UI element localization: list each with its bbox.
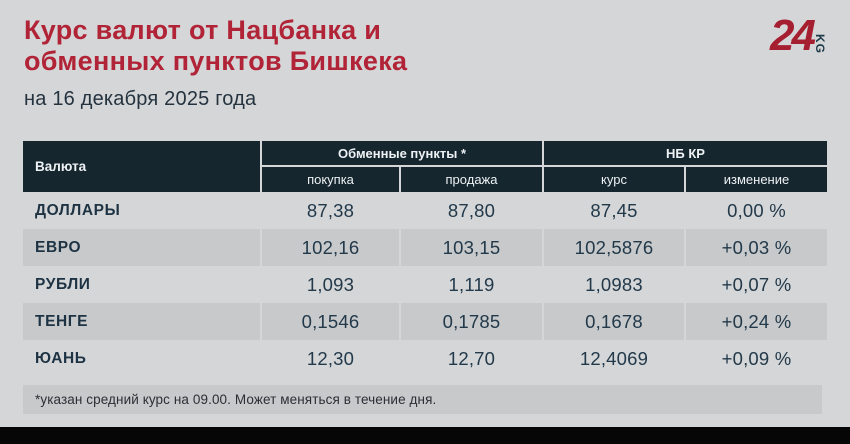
column-header-change: изменение — [686, 167, 827, 192]
table-cell-rate: 87,45 — [590, 199, 638, 221]
logo-24kg — [770, 11, 827, 60]
table-row-currency-label: ТЕНГЕ — [23, 303, 260, 340]
column-header-currency: Валюта — [23, 141, 260, 192]
table-cell-sell: 12,70 — [447, 347, 496, 369]
table-cell-rate: 102,5876 — [544, 229, 684, 266]
table-cell-sell: 103,15 — [401, 229, 542, 266]
table-cell-buy: 12,30 — [306, 347, 355, 369]
page-title — [24, 15, 407, 77]
table-cell-rate: 0,1678 — [544, 303, 684, 340]
table-cell-buy: 87,38 — [306, 199, 355, 221]
column-header-rate: курс — [544, 167, 684, 192]
table-cell-change: +0,03 % — [686, 229, 827, 266]
date-subtitle: на 16 декабря 2025 года — [24, 88, 257, 110]
table-row-currency-label: ЮАНЬ — [35, 349, 87, 367]
table-cell-buy: 1,093 — [306, 273, 355, 295]
column-group-nbkr: НБ КР — [544, 141, 827, 167]
page-title-line-1: Курс валют от Нацбанка и — [24, 15, 382, 45]
column-header-buy: покупка — [262, 167, 399, 192]
footnote-strip: *указан средний курс на 09.00. Может меняться в течение дня. — [23, 385, 822, 414]
table-cell-change: +0,07 % — [721, 273, 792, 295]
table-cell-change: +0,09 % — [721, 347, 792, 369]
table-cell-sell: 0,1785 — [401, 303, 542, 340]
logo-kg-suffix: KG — [813, 34, 827, 54]
column-group-exchange-offices: Обменные пункты * — [262, 141, 542, 167]
table-row-currency-label: ЕВРО — [23, 229, 260, 266]
table-cell-sell: 87,80 — [447, 199, 496, 221]
bottom-black-bar — [0, 427, 850, 444]
column-header-sell: продажа — [401, 167, 542, 192]
logo-24-numerals: 24 — [770, 11, 813, 60]
currency-rates-table — [23, 141, 827, 377]
table-cell-change: +0,24 % — [686, 303, 827, 340]
table-cell-rate: 1,0983 — [585, 273, 643, 295]
table-cell-change: 0,00 % — [727, 199, 786, 221]
table-cell-buy: 102,16 — [262, 229, 399, 266]
table-cell-buy: 0,1546 — [262, 303, 399, 340]
table-cell-sell: 1,119 — [448, 273, 495, 295]
table-cell-rate: 12,4069 — [579, 347, 649, 369]
page-title-line-2: обменных пунктов Бишкека — [24, 46, 408, 76]
table-row-currency-label: ДОЛЛАРЫ — [35, 201, 121, 219]
table-row-currency-label: РУБЛИ — [35, 275, 91, 293]
